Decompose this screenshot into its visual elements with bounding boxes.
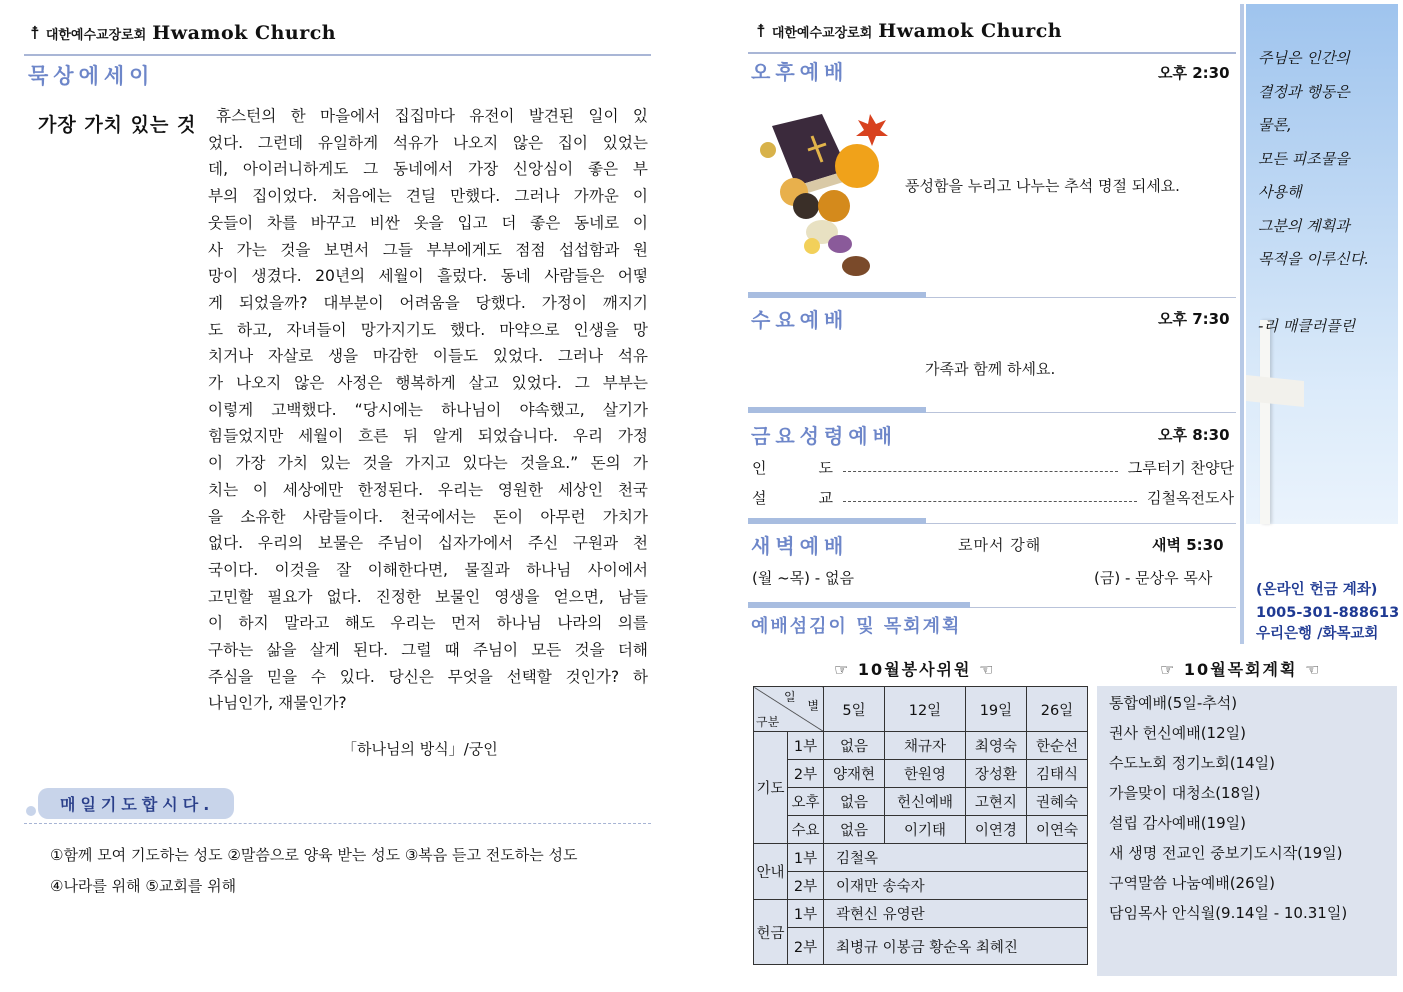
essay-line: 나님인가, 재물인가? [208,694,347,713]
church-name: Hwamok Church [152,22,337,44]
org-name: 대한예수교장로회 [45,27,147,43]
servers-table [753,686,1088,965]
plans-title [1160,657,1321,680]
leader-dashes [843,501,1137,502]
wednesday-time: 오후 7:30 [1158,310,1230,328]
essay-line: 이 가장 가치 있는 것을 가지고 있다는 것을요.” 돈의 가 [208,454,648,473]
table-cell: 김태식 [1026,760,1087,788]
date-header: 12일 [885,687,966,732]
table-cell: 없음 [824,732,885,760]
friday-row-value: 그루터기 찬양단 [1127,459,1234,477]
friday-row-value: 김철옥전도사 [1147,489,1234,507]
wednesday-line [926,412,1236,413]
table-header-row [754,687,1088,732]
dawn-title: 새벽예배 [751,534,849,558]
corner-bottom: 구분 [756,715,780,729]
bank-name: 우리은행 /화목교회 [1256,626,1379,642]
servers-title [834,657,995,680]
sub-label: 수요 [788,816,824,844]
friday-row-lead [752,457,1234,478]
essay-line: 이 하지 말라고 해도 우리는 먼저 하나님 나라의 의를 [208,614,648,633]
table-row [754,900,1088,928]
table-row [754,872,1088,900]
group-label: 기도 [754,732,788,844]
table-cell: 장성환 [965,760,1026,788]
essay-line: 사 가는 것을 보면서 그들 부부에게도 점점 섭섭함과 원 [208,240,648,259]
plan-item: 권사 헌신예배(12일) [1109,724,1246,742]
account-number: 1005-301-888613 [1256,605,1400,621]
hand-pointer-icon: ☞ [834,660,851,679]
plans-list [1097,686,1397,976]
quote-line: 물론, [1258,116,1292,134]
right-header-rule [748,52,1236,54]
essay-line: 국이다. 이것을 잘 이해한다면, 물질과 하나님 사이에서 [208,560,648,579]
essay-line: 주심을 믿을 수 있다. 당신은 무엇을 선택할 것인가? 하 [208,667,648,686]
plan-item: 가을맞이 대청소(18일) [1109,784,1261,802]
sub-label: 1부 [788,732,824,760]
corner-top: 일 [784,690,796,704]
essay-line: 웃들이 차를 바꾸고 비싼 옷을 입고 더 좋은 동네로 이 [208,213,648,232]
friday-row-label-b: 교 [818,489,833,507]
table-cell: 한원영 [885,760,966,788]
table-cell: 이기태 [885,816,966,844]
church-logo-icon: ☨ [30,22,40,44]
table-row [754,788,1088,816]
cross-beam [1246,375,1304,407]
maple-leaf-icon [856,114,888,146]
leader-dashes [843,471,1118,472]
quote-author: -리 매클러플린 [1258,316,1356,335]
essay-line: 고민할 필요가 없다. 진정한 보물인 영생을 얻으면, 남들 [208,587,648,606]
sub-label: 1부 [788,900,824,928]
essay-line: 부의 집이었다. 처음에는 견딜 만했다. 그러나 가까운 이 [208,187,648,206]
quote-line: 주님은 인간의 [1258,49,1350,67]
wednesday-title: 수요예배 [751,308,849,332]
essay-line: 가 나오지 않은 사정은 행복하게 살고 있었다. 그 부부는 [208,374,648,393]
table-row [754,928,1088,965]
essay-title: 가장 가치 있는 것 [38,114,197,136]
prayer-line-2: ④나라를 위해 ⑤교회를 위해 [50,877,237,895]
prayer-line-1: ①함께 모여 기도하는 성도 ②말씀으로 양육 받는 성도 ③복음 듣고 전도하는 성도 [50,846,578,864]
chuseok-illustration [752,106,892,286]
dawn-friday: (금) - 문상우 목사 [1094,569,1213,587]
table-row [754,760,1088,788]
table-cell: 채규자 [885,732,966,760]
left-header-rule [24,54,651,56]
org-name: 대한예수교장로회 [771,25,873,41]
essay-line: 도 하고, 자녀들이 망가지기도 했다. 마약으로 인생을 망 [208,320,648,339]
persimmon-icon [835,144,879,188]
date-header: 26일 [1026,687,1087,732]
group-label: 헌금 [754,900,788,965]
plan-item: 담임목사 안식월(9.14일 - 10.31일) [1109,904,1348,922]
quote-line: 결정과 행동은 [1258,82,1350,101]
friday-time: 오후 8:30 [1158,426,1230,444]
date-header: 19일 [965,687,1026,732]
plan-item: 수도노회 정기노회(14일) [1109,754,1275,772]
sub-label: 2부 [788,872,824,900]
sidebar-quote [1258,42,1369,343]
table-cell: 김철옥 [824,844,1088,872]
online-offering [1256,580,1399,645]
dawn-topic: 로마서 강해 [958,536,1042,554]
quote-line: 목적을 이루신다. [1258,250,1369,268]
essay-section-title: 묵상에세이 [28,64,155,88]
left-header-logo [30,22,336,44]
table-cell: 권혜숙 [1026,788,1087,816]
table-cell: 이연경 [965,816,1026,844]
corner-right: 별 [807,699,819,713]
table-cell: 양재현 [824,760,885,788]
essay-line: 없다. 우리의 보물은 주님이 십자가에서 주신 구원과 천 [208,534,648,553]
prayer-badge-dot [26,806,36,816]
sidebar-panel [1246,4,1398,524]
essay-line: 치거나 자살로 생을 마감한 이들도 있었다. 그러나 석유 [208,347,648,366]
essay-line: 었다. 그런데 유일하게 석유가 나오지 않은 집이 있었는 [208,133,648,152]
friday-row-label-a: 설 [752,489,767,507]
afternoon-time: 오후 2:30 [1158,64,1230,82]
table-cell: 최영숙 [965,732,1026,760]
essay-body [208,103,648,717]
quote-line: 그분의 계획과 [1258,216,1350,235]
friday-line [926,523,1236,524]
wednesday-bar [748,407,926,413]
table-row [754,844,1088,872]
table-cell: 한순선 [1026,732,1087,760]
friday-row-sermon [752,487,1234,508]
plan-item: 설립 감사예배(19일) [1109,814,1246,832]
essay-line: 힘들었지만 세월이 흐른 뒤 알게 되었습니다. 우리 가정 [208,427,648,446]
friday-title: 금요성령예배 [751,424,897,448]
plan-item: 통합예배(5일-추석) [1109,694,1238,712]
table-corner [754,687,824,732]
dawn-time: 새벽 5:30 [1152,536,1224,554]
table-cell: 이재만 송숙자 [824,872,1088,900]
table-row [754,816,1088,844]
quote-line: 모든 피조물을 [1258,149,1350,168]
sub-label: 1부 [788,844,824,872]
table-cell: 없음 [824,788,885,816]
table-cell: 이연숙 [1026,816,1087,844]
church-name: Hwamok Church [878,20,1063,42]
plan-section-title: 예배섬김이 및 목회계획 [751,616,962,637]
hand-pointer-icon: ☞ [1160,660,1177,679]
essay-source: 「하나님의 방식」/궁인 [342,740,498,758]
afternoon-bar [748,292,926,298]
plans-title-text: 10월목회계획 [1183,660,1298,679]
group-label: 안내 [754,844,788,900]
online-offering-title: (온라인 헌금 계좌) [1256,582,1378,598]
plan-item: 새 생명 전교인 중보기도시작(19일) [1109,844,1343,862]
essay-line: 게 되었을까? 대부분이 어려움을 당했다. 가정이 깨지기 [208,293,648,312]
essay-line: 데, 아이러니하게도 그 동네에서 가장 신앙심이 좋은 부 [208,160,648,179]
table-cell: 없음 [824,816,885,844]
sidebar-separator [1240,4,1244,644]
friday-bar [748,518,926,524]
hand-pointer-icon: ☜ [1305,660,1322,679]
table-cell: 헌신예배 [885,788,966,816]
essay-line: 망이 생겼다. 20년의 세월이 흘렀다. 동네 사람들은 어떻 [208,267,648,286]
table-cell: 고현지 [965,788,1026,816]
date-header: 5일 [824,687,885,732]
essay-line: 구하는 삶을 살게 된다. 그럴 때 주님이 모든 것을 더해 [208,641,648,660]
dawn-line [970,607,1236,608]
friday-row-label-b: 도 [818,459,833,477]
plan-item: 구역말씀 나눔예배(26일) [1109,874,1275,892]
afternoon-message: 풍성함을 누리고 나누는 추석 명절 되세요. [905,177,1180,195]
cross-image [1260,320,1270,524]
dawn-bar [748,602,970,608]
prayer-divider [24,823,651,824]
hand-pointer-icon: ☜ [979,660,996,679]
right-header-logo [756,20,1062,42]
prayer-title: 매일기도합시다. [38,788,234,819]
sub-label: 2부 [788,928,824,965]
friday-row-label-a: 인 [752,459,767,477]
table-row [754,732,1088,760]
afternoon-title: 오후예배 [751,60,849,84]
table-cell: 최병규 이봉금 황순옥 최혜진 [824,928,1088,965]
dawn-mon-thu: (월 ~목) - 없음 [752,569,854,587]
quote-line: 사용해 [1258,183,1302,201]
essay-line: 치는 이 세상에만 한정된다. 우리는 영원한 세상인 천국 [208,480,648,499]
sub-label: 오후 [788,788,824,816]
table-cell: 곽현신 유영란 [824,900,1088,928]
prayer-badge-wrap [26,788,234,819]
essay-line: 휴스턴의 한 마을에서 집집마다 유전이 발견된 일이 있 [216,107,648,125]
church-logo-icon: ☨ [756,20,766,42]
wednesday-message: 가족과 함께 하세요. [925,360,1056,378]
essay-line: 이렇게 고백했다. “당시에는 하나님이 야속했고, 살기가 [208,400,648,419]
essay-line: 을 소유한 사람들이다. 천국에서는 돈이 아무런 가치가 [208,507,648,526]
servers-title-text: 10월봉사위원 [857,660,972,679]
afternoon-line [926,297,1236,298]
sub-label: 2부 [788,760,824,788]
